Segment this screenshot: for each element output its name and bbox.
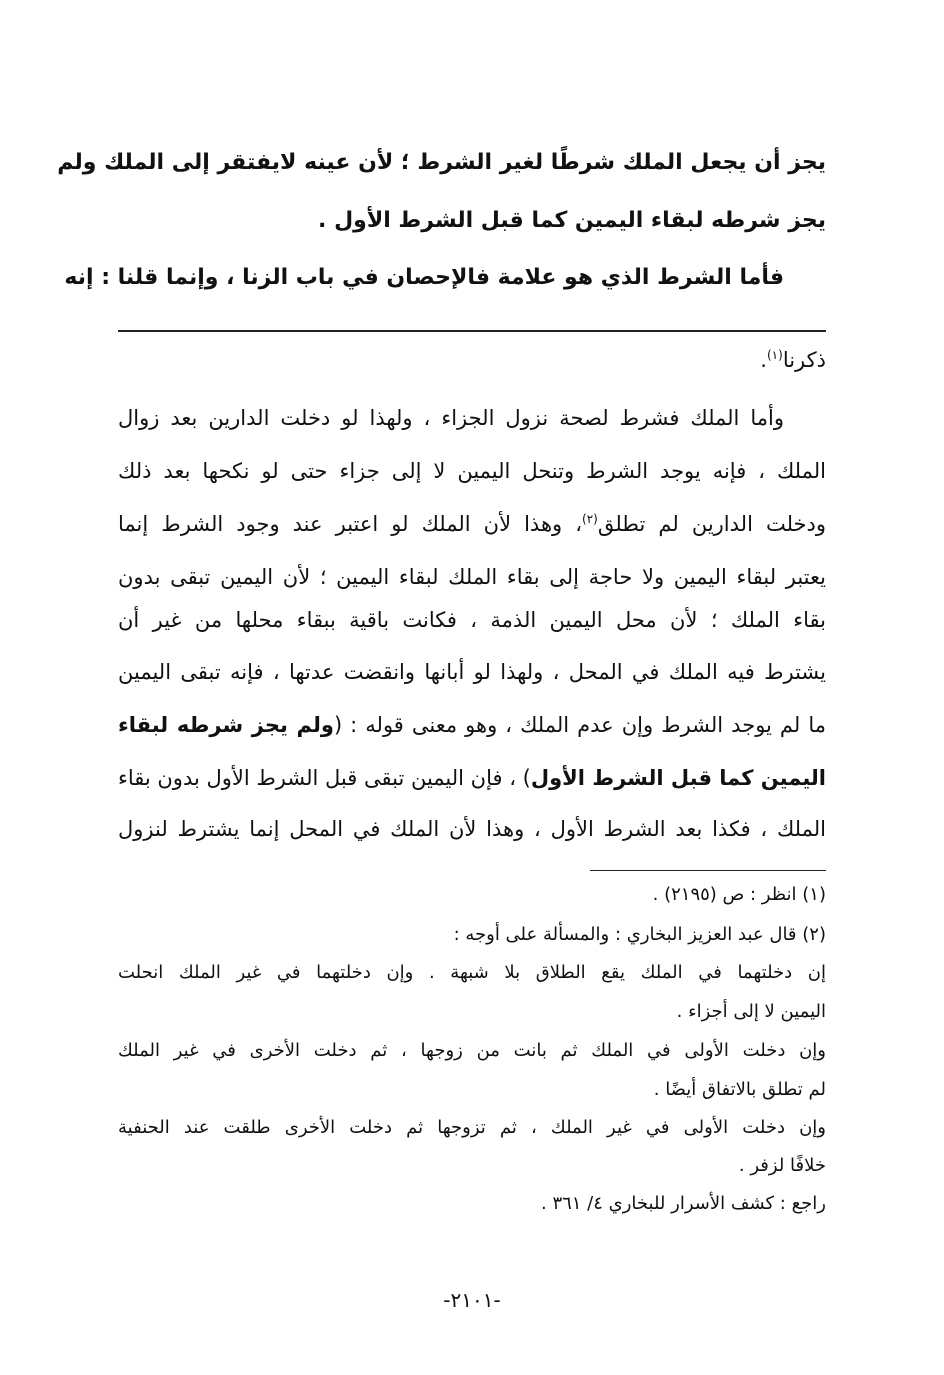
footnote-line: لم تطلق بالاتفاق أيضًا . xyxy=(653,1079,826,1100)
commentary-text: ذكرنا xyxy=(782,348,826,372)
footnote-line: راجع : كشف الأسرار للبخاري ٤/ ٣٦١ . xyxy=(540,1193,826,1214)
quoted-matn: اليمين كما قبل الشرط الأول xyxy=(530,766,826,790)
commentary-text: . xyxy=(760,348,767,372)
commentary-line xyxy=(118,512,826,536)
footnote-number: (٢) xyxy=(802,924,826,945)
footnote-line: وإن دخلت الأولى في غير الملك ، ثم تزوجها ثم دخلت الأخرى طلقت عند الحنفية xyxy=(118,1117,826,1138)
main-text-line: فأما الشرط الذي هو علامة فالإحصان في باب الزنا ، وإنما قلنا : إنه xyxy=(64,265,784,290)
footnote-text: انظر : ص (٢١٩٥) . xyxy=(652,884,797,905)
footnote-line: وإن دخلت الأولى في الملك ثم بانت من زوجها ، ثم دخلت الأخرى في غير الملك xyxy=(118,1040,826,1061)
main-text-line: يجز أن يجعل الملك شرطًا لغير الشرط ؛ لأن عينه لايفتقر إلى الملك ولم xyxy=(57,150,826,175)
divider-rule xyxy=(118,330,826,332)
footnote-line: إن دخلتهما في الملك يقع الطلاق بلا شبهة . وإن دخلتهما في غير الملك انحلت xyxy=(118,962,826,983)
commentary-line: وأما الملك فشرط لصحة نزول الجزاء ، ولهذا لو دخلت الدارين بعد زوال xyxy=(118,406,784,430)
footnote-1 xyxy=(118,884,826,905)
footnote-number: (١) xyxy=(802,884,826,905)
commentary-line xyxy=(118,348,826,372)
commentary-line xyxy=(118,766,826,790)
footnote-text: قال عبد العزيز البخاري : والمسألة على أوجه : xyxy=(453,924,797,945)
quoted-matn: ولم يجز شرطه لبقاء xyxy=(118,713,334,737)
footnote-ref: (٢) xyxy=(582,512,598,526)
commentary-text: ما لم يوجد الشرط وإن عدم الملك ، وهو معنى قوله : ( xyxy=(333,713,826,737)
footnote-ref: (١) xyxy=(766,348,783,362)
footnote-line: اليمين لا إلى أجزاء . xyxy=(676,1001,826,1022)
commentary-line: الملك ، فكذا بعد الشرط الأول ، وهذا لأن الملك في المحل إنما يشترط لنزول xyxy=(118,817,826,841)
commentary-text: ودخلت الدارين لم تطلق xyxy=(597,512,826,536)
commentary-line: يشترط فيه الملك في المحل ، ولهذا لو أبانها وانقضت عدتها ، فإنه تبقى اليمين xyxy=(118,660,826,684)
commentary-text: ) ، فإن اليمين تبقى قبل الشرط الأول بدون بقاء xyxy=(117,766,531,790)
footnote-line: خلافًا لزفر . xyxy=(738,1155,826,1176)
footnote-2 xyxy=(118,924,826,945)
commentary-line: بقاء الملك ؛ لأن محل اليمين الذمة ، فكانت باقية ببقاء محلها من غير أن xyxy=(118,608,826,632)
commentary-line: يعتبر لبقاء اليمين ولا حاجة إلى بقاء الملك لبقاء اليمين ؛ لأن اليمين تبقى بدون xyxy=(118,565,826,589)
footnote-rule xyxy=(590,870,826,871)
commentary-text: ، وهذا لأن الملك لو اعتبر عند وجود الشرط إنما xyxy=(118,512,582,536)
main-text-line: يجز شرطه لبقاء اليمين كما قبل الشرط الأول . xyxy=(318,208,826,233)
commentary-line xyxy=(118,713,826,737)
commentary-line: الملك ، فإنه يوجد الشرط وتنحل اليمين لا إلى جزاء حتى لو نكحها بعد ذلك xyxy=(118,459,826,483)
page-number: -٢١٠١- xyxy=(443,1288,501,1312)
